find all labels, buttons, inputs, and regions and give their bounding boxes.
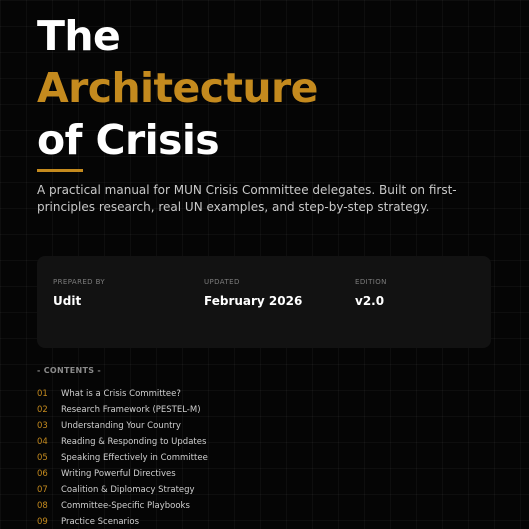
toc-number: 07 — [37, 485, 48, 495]
toc-title: Research Framework (PESTEL-M) — [61, 405, 201, 415]
prepared-by-label: PREPARED BY — [53, 278, 106, 286]
toc-number: 06 — [37, 469, 48, 479]
updated-label: UPDATED — [204, 278, 240, 286]
title-line-2: Architecture — [37, 64, 318, 112]
toc-title: Practice Scenarios — [61, 517, 140, 527]
contents-heading: - CONTENTS - — [37, 366, 102, 375]
toc-number: 05 — [37, 453, 48, 463]
toc-title: Writing Powerful Directives — [61, 469, 176, 479]
title-line-1: The — [37, 12, 121, 60]
toc-number: 03 — [37, 421, 48, 431]
toc-number: 09 — [37, 517, 48, 527]
title-line-3: of Crisis — [37, 116, 220, 164]
toc-number: 01 — [37, 389, 48, 399]
document-subtitle: A practical manual for MUN Crisis Committee delegates. Built on first-principles research, real UN examples, and step-by-step strategy. — [37, 183, 457, 214]
toc-title: Understanding Your Country — [61, 421, 181, 431]
toc-item[interactable] — [37, 386, 208, 402]
prepared-by-value: Udit — [53, 294, 82, 308]
meta-prepared-by — [53, 278, 105, 309]
meta-edition — [355, 278, 387, 309]
meta-card — [37, 256, 491, 348]
updated-value: February 2026 — [204, 294, 303, 308]
toc-title: Coalition & Diplomacy Strategy — [61, 485, 195, 495]
toc-title: Reading & Responding to Updates — [61, 437, 207, 447]
toc-title: Committee-Specific Playbooks — [61, 501, 190, 511]
document-title — [37, 10, 318, 166]
toc-item[interactable] — [37, 482, 208, 498]
toc-item[interactable] — [37, 498, 208, 514]
toc-item[interactable] — [37, 514, 208, 529]
toc-title: What is a Crisis Committee? — [61, 389, 181, 399]
toc-number: 04 — [37, 437, 48, 447]
title-underline — [37, 169, 83, 172]
toc-item[interactable] — [37, 402, 208, 418]
toc-title: Speaking Effectively in Committee — [61, 453, 208, 463]
toc-item[interactable] — [37, 434, 208, 450]
meta-updated — [204, 278, 302, 309]
toc-number: 08 — [37, 501, 48, 511]
toc-item[interactable] — [37, 450, 208, 466]
toc-item[interactable] — [37, 418, 208, 434]
table-of-contents — [37, 386, 208, 529]
edition-label: EDITION — [355, 278, 387, 286]
edition-value: v2.0 — [355, 294, 385, 308]
toc-number: 02 — [37, 405, 48, 415]
toc-item[interactable] — [37, 466, 208, 482]
